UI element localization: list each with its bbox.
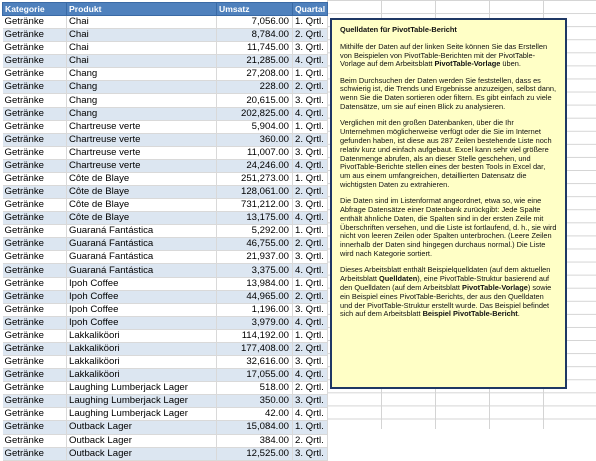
cell-umsatz[interactable]: 32,616.00 bbox=[217, 356, 293, 369]
cell-umsatz[interactable]: 44,965.00 bbox=[217, 290, 293, 303]
table-row[interactable] bbox=[3, 212, 328, 225]
cell-produkt[interactable]: Chang bbox=[67, 107, 217, 120]
column-header-quartal[interactable]: Quartal bbox=[293, 3, 328, 16]
cell-kategorie[interactable]: Getränke bbox=[3, 369, 67, 382]
table-row[interactable] bbox=[3, 290, 328, 303]
table-row[interactable] bbox=[3, 94, 328, 107]
table-row[interactable] bbox=[3, 186, 328, 199]
cell-quartal[interactable]: 4. Qrtl. bbox=[293, 55, 328, 68]
cell-umsatz[interactable]: 13,175.00 bbox=[217, 212, 293, 225]
cell-produkt[interactable]: Laughing Lumberjack Lager bbox=[67, 395, 217, 408]
cell-umsatz[interactable]: 731,212.00 bbox=[217, 199, 293, 212]
cell-quartal[interactable]: 3. Qrtl. bbox=[293, 146, 328, 159]
cell-produkt[interactable]: Guaraná Fantástica bbox=[67, 238, 217, 251]
cell-quartal[interactable]: 3. Qrtl. bbox=[293, 251, 328, 264]
cell-quartal[interactable]: 4. Qrtl. bbox=[293, 159, 328, 172]
cell-produkt[interactable]: Chai bbox=[67, 42, 217, 55]
table-row[interactable] bbox=[3, 107, 328, 120]
note-text: Mithilfe der Daten auf der linken Seite können Sie das Erstellen von Beispielen von PivotTable-Berichten mit der PivotTable-Vorlage auf dem Arbeitsblatt bbox=[340, 41, 548, 69]
cell-quartal[interactable]: 1. Qrtl. bbox=[293, 68, 328, 81]
table-row[interactable] bbox=[3, 225, 328, 238]
cell-quartal[interactable]: 1. Qrtl. bbox=[293, 120, 328, 133]
table-row[interactable] bbox=[3, 316, 328, 329]
cell-umsatz[interactable]: 42.00 bbox=[217, 408, 293, 421]
table-row[interactable] bbox=[3, 133, 328, 146]
cell-produkt[interactable]: Chang bbox=[67, 81, 217, 94]
cell-kategorie[interactable]: Getränke bbox=[3, 382, 67, 395]
cell-produkt[interactable]: Laughing Lumberjack Lager bbox=[67, 408, 217, 421]
note-text: ), eine PivotTable-Struktur basierend auf den Quelldaten (auf dem Arbeitsblatt bbox=[340, 274, 550, 292]
cell-produkt[interactable]: Ipoh Coffee bbox=[67, 277, 217, 290]
cell-kategorie[interactable]: Getränke bbox=[3, 107, 67, 120]
cell-produkt[interactable]: Ipoh Coffee bbox=[67, 290, 217, 303]
table-row[interactable] bbox=[3, 329, 328, 342]
cell-kategorie[interactable]: Getränke bbox=[3, 29, 67, 42]
cell-produkt[interactable]: Côte de Blaye bbox=[67, 186, 217, 199]
source-data-table[interactable] bbox=[2, 2, 328, 461]
table-row[interactable] bbox=[3, 421, 328, 434]
cell-umsatz[interactable]: 1,196.00 bbox=[217, 303, 293, 316]
column-header-umsatz[interactable]: Umsatz bbox=[217, 3, 293, 16]
cell-quartal[interactable]: 3. Qrtl. bbox=[293, 94, 328, 107]
cell-produkt[interactable]: Côte de Blaye bbox=[67, 199, 217, 212]
cell-quartal[interactable]: 2. Qrtl. bbox=[293, 238, 328, 251]
cell-quartal[interactable]: 4. Qrtl. bbox=[293, 408, 328, 421]
cell-umsatz[interactable]: 5,292.00 bbox=[217, 225, 293, 238]
cell-produkt[interactable]: Ipoh Coffee bbox=[67, 316, 217, 329]
cell-kategorie[interactable]: Getränke bbox=[3, 303, 67, 316]
table-row[interactable] bbox=[3, 277, 328, 290]
note-bold-text: PivotTable-Vorlage bbox=[434, 59, 501, 69]
cell-kategorie[interactable]: Getränke bbox=[3, 146, 67, 159]
cell-kategorie[interactable]: Getränke bbox=[3, 238, 67, 251]
cell-quartal[interactable]: 2. Qrtl. bbox=[293, 342, 328, 355]
table-row[interactable] bbox=[3, 264, 328, 277]
cell-produkt[interactable]: Lakkaliköori bbox=[67, 369, 217, 382]
table-row[interactable] bbox=[3, 120, 328, 133]
cell-quartal[interactable]: 1. Qrtl. bbox=[293, 172, 328, 185]
table-row[interactable] bbox=[3, 356, 328, 369]
cell-kategorie[interactable]: Getränke bbox=[3, 133, 67, 146]
cell-umsatz[interactable]: 5,904.00 bbox=[217, 120, 293, 133]
cell-kategorie[interactable]: Getränke bbox=[3, 421, 67, 434]
cell-kategorie[interactable]: Getränke bbox=[3, 277, 67, 290]
cell-umsatz[interactable]: 21,937.00 bbox=[217, 251, 293, 264]
cell-umsatz[interactable]: 15,084.00 bbox=[217, 421, 293, 434]
table-row[interactable] bbox=[3, 395, 328, 408]
cell-umsatz[interactable]: 20,615.00 bbox=[217, 94, 293, 107]
table-row[interactable] bbox=[3, 42, 328, 55]
cell-kategorie[interactable]: Getränke bbox=[3, 342, 67, 355]
cell-quartal[interactable]: 3. Qrtl. bbox=[293, 447, 328, 460]
cell-produkt[interactable]: Lakkaliköori bbox=[67, 342, 217, 355]
cell-kategorie[interactable]: Getränke bbox=[3, 172, 67, 185]
cell-kategorie[interactable]: Getränke bbox=[3, 264, 67, 277]
note-bold-text: PivotTable-Vorlage bbox=[462, 282, 528, 292]
cell-kategorie[interactable]: Getränke bbox=[3, 16, 67, 29]
cell-umsatz[interactable]: 384.00 bbox=[217, 434, 293, 447]
cell-kategorie[interactable]: Getränke bbox=[3, 290, 67, 303]
cell-kategorie[interactable]: Getränke bbox=[3, 447, 67, 460]
cell-kategorie[interactable]: Getränke bbox=[3, 186, 67, 199]
cell-kategorie[interactable]: Getränke bbox=[3, 212, 67, 225]
note-bold-text: Beispiel PivotTable-Bericht bbox=[422, 309, 518, 319]
cell-umsatz[interactable]: 177,408.00 bbox=[217, 342, 293, 355]
cell-produkt[interactable]: Guaraná Fantástica bbox=[67, 251, 217, 264]
cell-quartal[interactable]: 2. Qrtl. bbox=[293, 29, 328, 42]
cell-kategorie[interactable]: Getränke bbox=[3, 329, 67, 342]
note-paragraph-1 bbox=[340, 43, 557, 69]
table-row[interactable] bbox=[3, 146, 328, 159]
note-paragraph-3: Verglichen mit den großen Datenbanken, über die Ihr Unternehmen möglicherweise verfügt oder die Sie im Internet gefunden haben, ist diese aus 287 Zeilen bestehende Liste noch relativ kurz und einfach aufgebaut. Excel kann sehr viel größere Datenmenge abrufen, als an dieser Stelle geschehen, und PivotTable-Berichte stellen eines der besten Tools in Excel dar, um aus einem umfangreichen, detaillierten Datensatz die wichtigsten Daten zu extrahieren. bbox=[340, 118, 552, 189]
cell-umsatz[interactable]: 350.00 bbox=[217, 395, 293, 408]
cell-quartal[interactable]: 4. Qrtl. bbox=[293, 212, 328, 225]
table-row[interactable] bbox=[3, 434, 328, 447]
cell-umsatz[interactable]: 251,273.00 bbox=[217, 172, 293, 185]
table-row[interactable] bbox=[3, 159, 328, 172]
cell-umsatz[interactable]: 11,745.00 bbox=[217, 42, 293, 55]
cell-produkt[interactable]: Chai bbox=[67, 16, 217, 29]
cell-kategorie[interactable]: Getränke bbox=[3, 316, 67, 329]
cell-quartal[interactable]: 2. Qrtl. bbox=[293, 133, 328, 146]
cell-umsatz[interactable]: 12,525.00 bbox=[217, 447, 293, 460]
table-row[interactable] bbox=[3, 342, 328, 355]
cell-quartal[interactable]: 1. Qrtl. bbox=[293, 16, 328, 29]
note-text: ) sowie ein Beispiel eines PivotTable-Berichts, der aus den Quelldaten und der PivotTable-Struktur erstellt wurde. Das Beispiel befindet sich auf dem Arbeitsblatt bbox=[340, 282, 552, 319]
cell-umsatz[interactable]: 24,246.00 bbox=[217, 159, 293, 172]
note-bold-text: Quelldaten bbox=[379, 274, 418, 284]
cell-kategorie[interactable]: Getränke bbox=[3, 120, 67, 133]
cell-produkt[interactable]: Ipoh Coffee bbox=[67, 303, 217, 316]
cell-produkt[interactable]: Outback Lager bbox=[67, 434, 217, 447]
cell-quartal[interactable]: 3. Qrtl. bbox=[293, 42, 328, 55]
cell-produkt[interactable]: Chartreuse verte bbox=[67, 146, 217, 159]
cell-produkt[interactable]: Chartreuse verte bbox=[67, 120, 217, 133]
cell-quartal[interactable]: 2. Qrtl. bbox=[293, 434, 328, 447]
cell-produkt[interactable]: Chang bbox=[67, 68, 217, 81]
cell-umsatz[interactable]: 17,055.00 bbox=[217, 369, 293, 382]
table-row[interactable] bbox=[3, 81, 328, 94]
table-row[interactable] bbox=[3, 68, 328, 81]
cell-produkt[interactable]: Chai bbox=[67, 29, 217, 42]
note-paragraph-4: Die Daten sind im Listenformat angeordnet, etwa so, wie eine Abfrage Datensätze einer Datenbank zurückgibt: Jede Spalte enthält ähnliche Daten, die Spalten sind in der ersten Zeile mit Überschriften versehen, und die Liste ist fortlaufend, d. h., sie wird nicht von leeren Zeilen oder Spalten unterbrochen. (Leere Zeilen innerhalb der Daten sind hingegen durchaus normal.) Die Liste wird nach Kategorie sortiert. bbox=[340, 196, 557, 259]
header-row bbox=[3, 3, 328, 16]
cell-produkt[interactable]: Guaraná Fantástica bbox=[67, 225, 217, 238]
table-row[interactable] bbox=[3, 447, 328, 460]
cell-quartal[interactable]: 2. Qrtl. bbox=[293, 186, 328, 199]
cell-kategorie[interactable]: Getränke bbox=[3, 395, 67, 408]
cell-umsatz[interactable]: 3,375.00 bbox=[217, 264, 293, 277]
cell-quartal[interactable]: 3. Qrtl. bbox=[293, 303, 328, 316]
cell-quartal[interactable]: 4. Qrtl. bbox=[293, 264, 328, 277]
cell-kategorie[interactable]: Getränke bbox=[3, 251, 67, 264]
note-paragraph-2: Beim Durchsuchen der Daten werden Sie feststellen, dass es schwierig ist, die Trends und Ergebnisse anzuzeigen, selbst dann, wenn Sie die Daten sortieren oder filtern. Es gibt einfach zu viele Datensätze, um sie auf einen Blick zu analysieren. bbox=[340, 75, 557, 112]
cell-kategorie[interactable]: Getränke bbox=[3, 55, 67, 68]
column-header-kategorie[interactable]: Kategorie bbox=[3, 3, 67, 16]
cell-produkt[interactable]: Chang bbox=[67, 94, 217, 107]
column-header-produkt[interactable]: Produkt bbox=[67, 3, 217, 16]
cell-umsatz[interactable]: 128,061.00 bbox=[217, 186, 293, 199]
cell-kategorie[interactable]: Getränke bbox=[3, 94, 67, 107]
cell-quartal[interactable]: 4. Qrtl. bbox=[293, 107, 328, 120]
table-row[interactable] bbox=[3, 29, 328, 42]
cell-umsatz[interactable]: 7,056.00 bbox=[217, 16, 293, 29]
table-row[interactable] bbox=[3, 408, 328, 421]
cell-kategorie[interactable]: Getränke bbox=[3, 199, 67, 212]
table-row[interactable] bbox=[3, 369, 328, 382]
cell-produkt[interactable]: Outback Lager bbox=[67, 447, 217, 460]
table-row[interactable] bbox=[3, 16, 328, 29]
cell-quartal[interactable]: 4. Qrtl. bbox=[293, 316, 328, 329]
cell-umsatz[interactable]: 13,984.00 bbox=[217, 277, 293, 290]
cell-quartal[interactable]: 3. Qrtl. bbox=[293, 356, 328, 369]
cell-quartal[interactable]: 1. Qrtl. bbox=[293, 421, 328, 434]
cell-quartal[interactable]: 1. Qrtl. bbox=[293, 277, 328, 290]
cell-umsatz[interactable]: 360.00 bbox=[217, 133, 293, 146]
cell-kategorie[interactable]: Getränke bbox=[3, 42, 67, 55]
cell-quartal[interactable]: 2. Qrtl. bbox=[293, 81, 328, 94]
cell-umsatz[interactable]: 228.00 bbox=[217, 81, 293, 94]
cell-produkt[interactable]: Lakkaliköori bbox=[67, 329, 217, 342]
cell-kategorie[interactable]: Getränke bbox=[3, 434, 67, 447]
cell-produkt[interactable]: Chartreuse verte bbox=[67, 133, 217, 146]
cell-quartal[interactable]: 3. Qrtl. bbox=[293, 199, 328, 212]
note-title: Quelldaten für PivotTable-Bericht bbox=[340, 25, 457, 34]
cell-kategorie[interactable]: Getränke bbox=[3, 356, 67, 369]
cell-kategorie[interactable]: Getränke bbox=[3, 81, 67, 94]
cell-produkt[interactable]: Chai bbox=[67, 55, 217, 68]
note-text: üben. bbox=[500, 59, 521, 69]
table-row[interactable] bbox=[3, 199, 328, 212]
cell-umsatz[interactable]: 11,007.00 bbox=[217, 146, 293, 159]
cell-produkt[interactable]: Côte de Blaye bbox=[67, 212, 217, 225]
cell-produkt[interactable]: Chartreuse verte bbox=[67, 159, 217, 172]
cell-umsatz[interactable]: 114,192.00 bbox=[217, 329, 293, 342]
table-row[interactable] bbox=[3, 55, 328, 68]
cell-produkt[interactable]: Lakkaliköori bbox=[67, 356, 217, 369]
note-text: . bbox=[517, 309, 520, 319]
cell-umsatz[interactable]: 21,285.00 bbox=[217, 55, 293, 68]
cell-umsatz[interactable]: 8,784.00 bbox=[217, 29, 293, 42]
cell-quartal[interactable]: 1. Qrtl. bbox=[293, 225, 328, 238]
cell-kategorie[interactable]: Getränke bbox=[3, 159, 67, 172]
cell-umsatz[interactable]: 27,208.00 bbox=[217, 68, 293, 81]
cell-umsatz[interactable]: 3,979.00 bbox=[217, 316, 293, 329]
table-row[interactable] bbox=[3, 382, 328, 395]
note-text: Dieses Arbeitsblatt enthält Beispielquelldaten (auf dem aktuellen Arbeitsblatt bbox=[340, 265, 551, 284]
cell-umsatz[interactable]: 46,755.00 bbox=[217, 238, 293, 251]
cell-quartal[interactable]: 4. Qrtl. bbox=[293, 369, 328, 382]
table-row[interactable] bbox=[3, 251, 328, 264]
table-row[interactable] bbox=[3, 238, 328, 251]
cell-produkt[interactable]: Guaraná Fantástica bbox=[67, 264, 217, 277]
cell-umsatz[interactable]: 202,825.00 bbox=[217, 107, 293, 120]
cell-quartal[interactable]: 3. Qrtl. bbox=[293, 395, 328, 408]
cell-umsatz[interactable]: 518.00 bbox=[217, 382, 293, 395]
cell-kategorie[interactable]: Getränke bbox=[3, 68, 67, 81]
cell-quartal[interactable]: 2. Qrtl. bbox=[293, 290, 328, 303]
note-paragraph-5 bbox=[340, 266, 557, 319]
info-textbox[interactable] bbox=[330, 18, 567, 389]
table-row[interactable] bbox=[3, 303, 328, 316]
cell-kategorie[interactable]: Getränke bbox=[3, 408, 67, 421]
cell-quartal[interactable]: 2. Qrtl. bbox=[293, 382, 328, 395]
cell-quartal[interactable]: 1. Qrtl. bbox=[293, 329, 328, 342]
cell-kategorie[interactable]: Getränke bbox=[3, 225, 67, 238]
cell-produkt[interactable]: Outback Lager bbox=[67, 421, 217, 434]
table-row[interactable] bbox=[3, 172, 328, 185]
cell-produkt[interactable]: Laughing Lumberjack Lager bbox=[67, 382, 217, 395]
cell-produkt[interactable]: Côte de Blaye bbox=[67, 172, 217, 185]
